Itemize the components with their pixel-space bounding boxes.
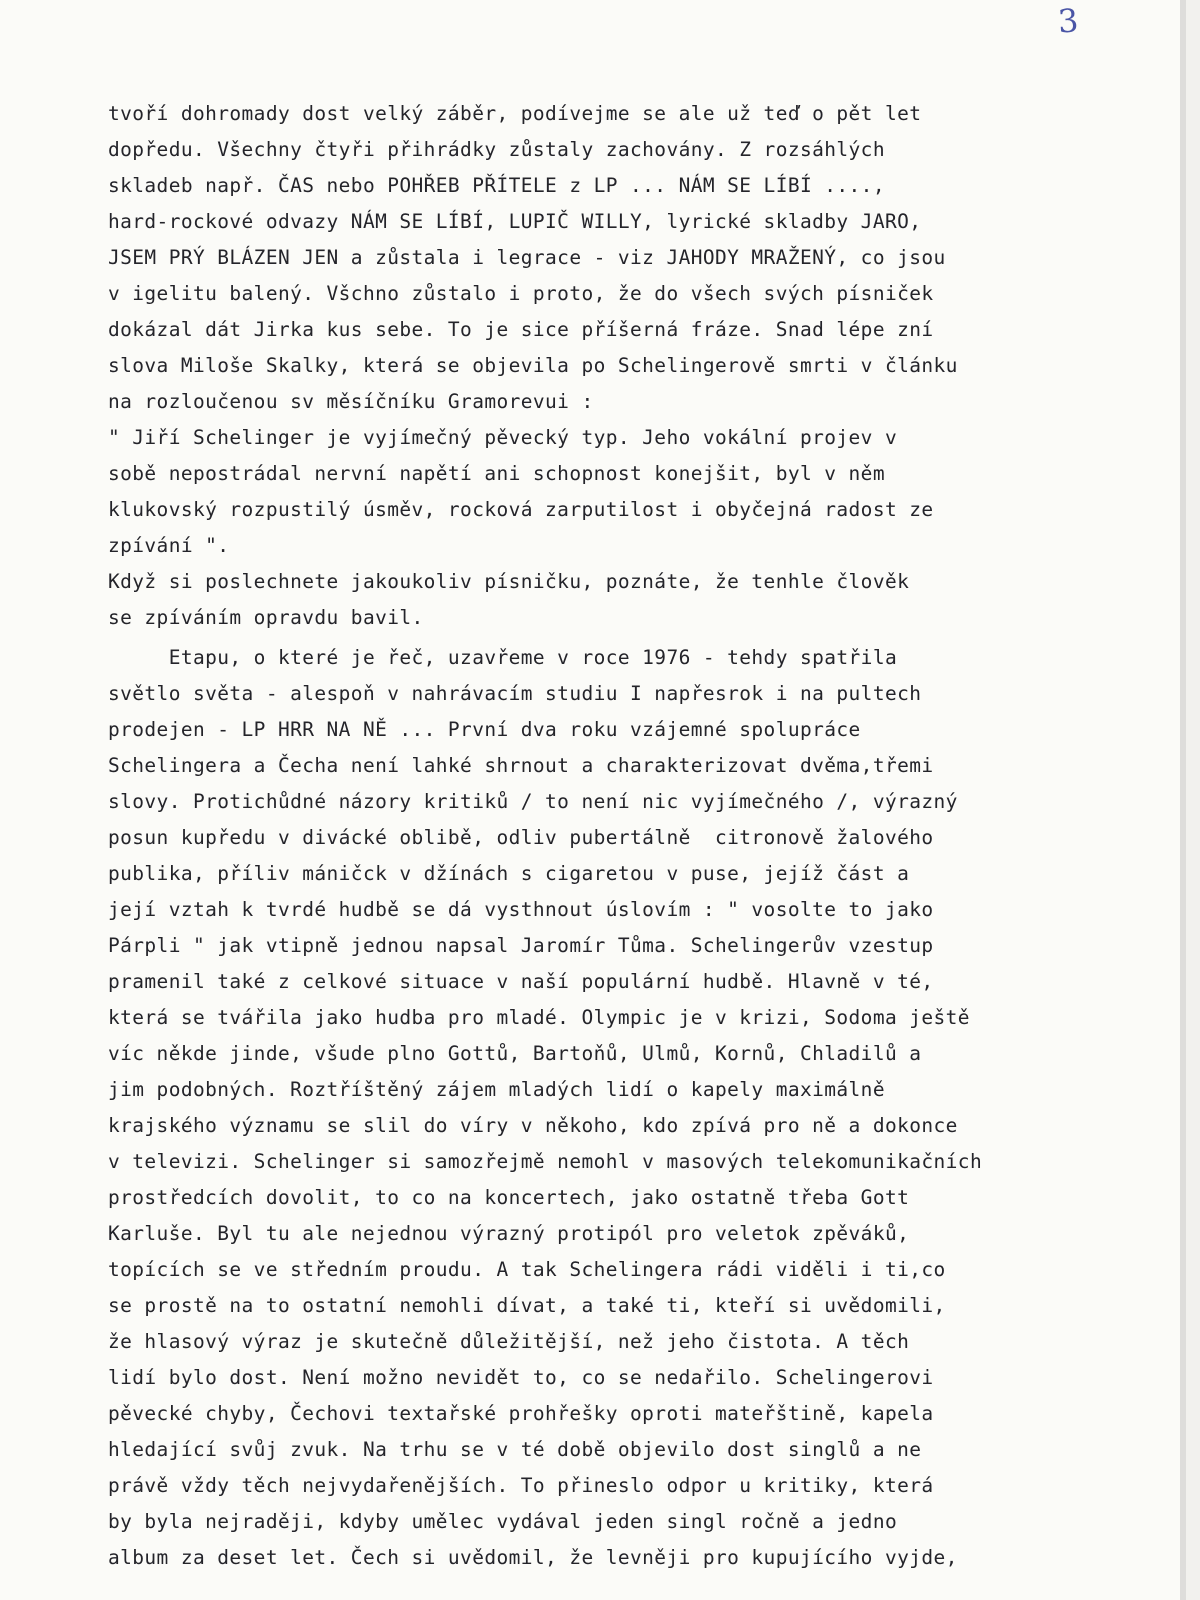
text-line: na rozloučenou sv měsíčníku Gramorevui : — [108, 390, 594, 413]
text-line: se zpíváním opravdu bavil. — [108, 606, 424, 629]
text-line: která se tvářila jako hudba pro mladé. Olympic je v krizi, Sodoma ještě — [108, 1006, 970, 1029]
text-line: pěvecké chyby, Čechovi textařské prohřešky oproti mateřštině, kapela — [108, 1402, 934, 1425]
text-line: topících se ve středním proudu. A tak Schelingera rádi viděli i ti,co — [108, 1258, 946, 1281]
text-line: se prostě na to ostatní nemohli dívat, a také ti, kteří si uvědomili, — [108, 1294, 946, 1317]
handwritten-page-number: 3 — [1056, 1, 1080, 41]
text-line: lidí bylo dost. Není možno nevidět to, co se nedařilo. Schelingerovi — [108, 1366, 934, 1389]
text-line: v igelitu balený. Všchno zůstalo i proto, že do všech svých písniček — [108, 282, 934, 305]
body-text — [108, 96, 1168, 1576]
text-line: pramenil také z celkové situace v naší populární hudbě. Hlavně v té, — [108, 970, 934, 993]
text-line: slovy. Protichůdné názory kritiků / to není nic vyjímečného /, výrazný — [108, 790, 958, 813]
text-line: publika, příliv máničck v džínách s cigaretou v puse, jejíž část a — [108, 862, 910, 885]
text-line: hard-rockové odvazy NÁM SE LÍBÍ, LUPIČ WILLY, lyrické skladby JARO, — [108, 210, 922, 233]
text-line: posun kupředu v divácké oblibě, odliv pubertálně citronově žalového — [108, 826, 934, 849]
text-line: světlo světa - alespoň v nahrávacím studiu I napřesrok i na pultech — [108, 682, 922, 705]
text-line: prostředcích dovolit, to co na koncertech, jako ostatně třeba Gott — [108, 1186, 910, 1209]
text-line: že hlasový výraz je skutečně důležitější, než jeho čistota. A těch — [108, 1330, 910, 1353]
text-line: JSEM PRÝ BLÁZEN JEN a zůstala i legrace - viz JAHODY MRAŽENÝ, co jsou — [108, 246, 946, 269]
quote-line: sobě nepostrádal nervní napětí ani schopnost konejšit, byl v něm — [108, 462, 885, 485]
text-line: jim podobných. Roztříštěný zájem mladých lidí o kapely maximálně — [108, 1078, 885, 1101]
text-line: její vztah k tvrdé hudbě se dá vysthnout úslovím : " vosolte to jako — [108, 898, 934, 921]
quote-line: " Jiří Schelinger je vyjímečný pěvecký typ. Jeho vokální projev v — [108, 426, 898, 449]
text-line: právě vždy těch nejvydařenějších. To přineslo odpor u kritiky, která — [108, 1474, 934, 1497]
text-line: by byla nejraději, kdyby umělec vydával jeden singl ročně a jedno — [108, 1510, 898, 1533]
text-line: dopředu. Všechny čtyři přihrádky zůstaly zachovány. Z rozsáhlých — [108, 138, 885, 161]
text-line: dokázal dát Jirka kus sebe. To je sice příšerná fráze. Snad lépe zní — [108, 318, 934, 341]
text-line: Schelingera a Čecha není lahké shrnout a charakterizovat dvěma,třemi — [108, 754, 934, 777]
text-line: krajského významu se slil do víry v někoho, kdo zpívá pro ně a dokonce — [108, 1114, 958, 1137]
text-line: Párpli " jak vtipně jednou napsal Jaromír Tůma. Schelingerův vzestup — [108, 934, 934, 957]
text-line: skladeb např. ČAS nebo POHŘEB PŘÍTELE z LP ... NÁM SE LÍBÍ ...., — [108, 174, 885, 197]
paragraph-1 — [108, 96, 1168, 636]
text-line: hledající svůj zvuk. Na trhu se v té době objevilo dost singlů a ne — [108, 1438, 922, 1461]
text-line: Karluše. Byl tu ale nejednou výrazný protipól pro veletok zpěváků, — [108, 1222, 910, 1245]
quote-line: zpívání ". — [108, 534, 230, 557]
quote-line: klukovský rozpustilý úsměv, rocková zarputilost i obyčejná radost ze — [108, 498, 934, 521]
paragraph-2 — [108, 640, 1168, 1576]
text-line: Etapu, o které je řeč, uzavřeme v roce 1976 - tehdy spatřila — [108, 646, 898, 669]
text-line: slova Miloše Skalky, která se objevila po Schelingerově smrti v článku — [108, 354, 958, 377]
text-line: víc někde jinde, všude plno Gottů, Bartoňů, Ulmů, Kornů, Chladilů a — [108, 1042, 922, 1065]
text-line: Když si poslechnete jakoukoliv písničku, poznáte, že tenhle člověk — [108, 570, 910, 593]
text-line: album za deset let. Čech si uvědomil, že levněji pro kupujícího vyjde, — [108, 1546, 958, 1569]
text-line: prodejen - LP HRR NA NĚ ... První dva roku vzájemné spolupráce — [108, 718, 861, 741]
text-line: tvoří dohromady dost velký záběr, podívejme se ale už teď o pět let — [108, 102, 922, 125]
text-line: v televizi. Schelinger si samozřejmě nemohl v masových telekomunikačních — [108, 1150, 983, 1173]
